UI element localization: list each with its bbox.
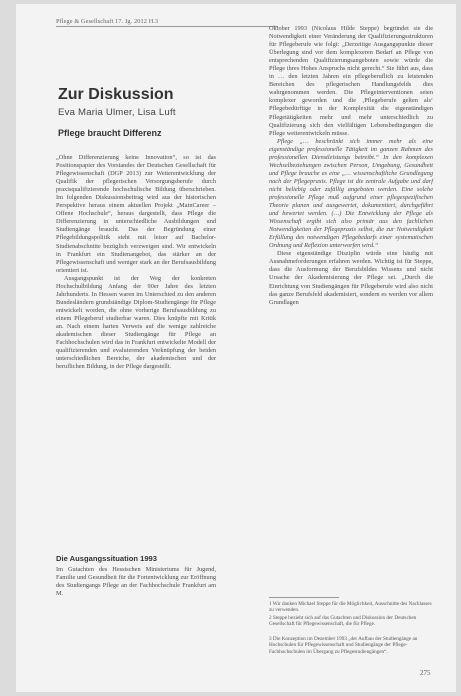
right-column bbox=[269, 25, 433, 307]
section-body: Im Gutachten des Hessischen Ministeriums für Jugend, Familie und Gesundheit für die Fortentwicklung zur Eröffnung des Studiengangs Pflege an der Fachhochschule Frankfurt am M. bbox=[56, 566, 216, 598]
article-title: Zur Diskussion bbox=[58, 86, 174, 103]
footnote-3: 3 Die Konzeption im Dezember 1993 „der Aufbau der Studiengänge an Hochschulen für Pflegewissenschaft und Studiengänge der Pflege-Fachhochschulen im Übergang zu Pflegestudiengängen“. bbox=[269, 636, 418, 655]
section-heading: Die Ausgangssituation 1993 bbox=[56, 554, 157, 563]
left-column bbox=[56, 154, 216, 371]
right-paragraph-3: Diese eigenständige Disziplin würde eine häufig mit Ausnahmeforderungen erfahren werden. Wichtig ist für Steppe, dass die Ausformung der Berufsbildes Wissens und nicht Ursache der Akademisierung der Pflege sei. „Durch die Einrichtung von Studiengängen für Pflegeberufe wird also nicht das ganze Berufsfeld akademisiert, sondern es werden vor allem Grundlagen bbox=[269, 250, 433, 306]
article-authors: Eva Maria Ulmer, Lisa Luft bbox=[58, 107, 176, 118]
running-head-rule bbox=[56, 26, 278, 27]
footnote-rule bbox=[269, 597, 339, 598]
left-paragraph-1: „Ohne Differenzierung keine Innovation“, so ist das Positionspapier des Vorstandes der Deutschen Gesellschaft für Pflegewissenschaft (DGP 2013) zur Weiterentwicklung der Qualifik der pflegerischen Versorgungsberufe durch praxisqualifizierende hochschulische Bildung überschrieben. Im folgenden Diskussionsbeitrag wird aus der historischen Perspektive heraus einem aktuellen Projekt „MainCareer – Offene Hochschule“, heraus dargestellt, dass Pflege die Differenzierung in unterschiedliche Ausbildungen und Studiengänge braucht. Das der Begründung einer Pflegebildungspolitik steht mit leiser auf Bachelor-Studienabschnitte bezüglich verzweigen sind. Wir entwickeln in Frankfurt ein Studienangebot, das stärker an der Pflegewissenschaft und weniger stark an der Berufsausbildung orientiert ist. bbox=[56, 154, 216, 274]
running-head: Pflege & Gesellschaft 17. Jg. 2012 H.3 bbox=[56, 18, 159, 25]
left-paragraph-2: Ausgangspunkt ist der Weg der konkreten Hochschulbildung Anfang der 90er Jahre des letzten Jahrhunderts. In Hessen waren im Unterschied zu den anderen Bundesländern grundständige Diplom-Studiengänge für Pflege entwickelt worden, die ohne vorherige Berufsausbildung zu einem Pflegeberuf studierbar waren. Dies knüpfte mit Kritik an. Nach einem harten Verweis auf die wenige zahlreiche akademischen dieser Studiengänge für Pflege an Fachhochschulen wird das in Frankfurt entwickelte Modell der qualifizierenden und evaluierenden Verknüpfung der beiden unterschiedlichen Bereiche, der akademischen und der beruflichen Bildung, in der Pflege dargestellt. bbox=[56, 274, 216, 371]
footnote-2: 2 Steppe bezieht sich auf das Gutachten und Diskussion der Deutschen Gesellschaft für Pflegewissenschaft, die für Pflege. bbox=[269, 615, 417, 628]
footnote-1: 1 Wir danken Michael Steppe für die Möglichkeit, Ausschnitte des Nachlasses zu verwenden. bbox=[269, 601, 432, 614]
right-paragraph-1: Oktober 1993 (Nicolaus Hilde Steppe) begründet sie die Notwendigkeit einer Veränderung der Qualifizierungsstrukturen für Pflegeberufe wie folgt: „Derzeitige Ausgangspunkte dieser Überlegung sind vor dem komplexeren Bedarf an Pflege von entsprechenden Qualifizierungsangeboten sowie würde die Pflege ihres Hohes Anspruchs nicht gerecht.“ Sie führt aus, dass in … den letzten Jahren ein pflegeberuflich zu leistenden Bereichen des pflegerischen Handlungsfelds dies wahrgenommen werden. Die Pflegeinterventionen seien komplexer geworden und die ‚Pflegeberufe gelten als‘ Pflegebedürftige in der Komplexität die eigenständigen Pflegetätigkeiten mehr und mehr unterschiedlich zu Qualifizierung sich den vielfältigen Lebensbedingungen die Pflege weiterentwickeln müsse. bbox=[269, 25, 433, 137]
page-number: 275 bbox=[420, 669, 431, 677]
article-subtitle: Pflege braucht Differenz bbox=[58, 128, 162, 138]
journal-page bbox=[16, 4, 456, 692]
right-paragraph-2: Pflege „… beschränkt sich immer mehr als eine eigenständige professionelle Tätigkeit im ganzen Rahmen des professionellen Dienstleistungs betreibt.“ In den komplexen Wechselbeziehungen zwischen Person, Umgebung, Gesundheit und Pflege brauche es eine „… wissenschaftliche Grundlegung nach der Pflegepraxis. Pflege ist die zentrale Aufgabe und darf nicht beliebig oder zufällig angeboten werden. Eine solche professionelle Pflege muß aufgrund einer pflegespezifischen Theorie planen und ausgewertet, dokumentiert, durchgeführt und bewertet werden. (…) Die Entwicklung der Pflege als Wissenschaft ergibt sich also primär aus den fachlichen Notwendigkeiten der Pflegepraxis selbst, die zur Notwendigkeit Erfüllung des notwendigen Pflegebedarfs einer systematischen Ordnung und Reflexion unterworfen wird.“ bbox=[269, 137, 433, 250]
